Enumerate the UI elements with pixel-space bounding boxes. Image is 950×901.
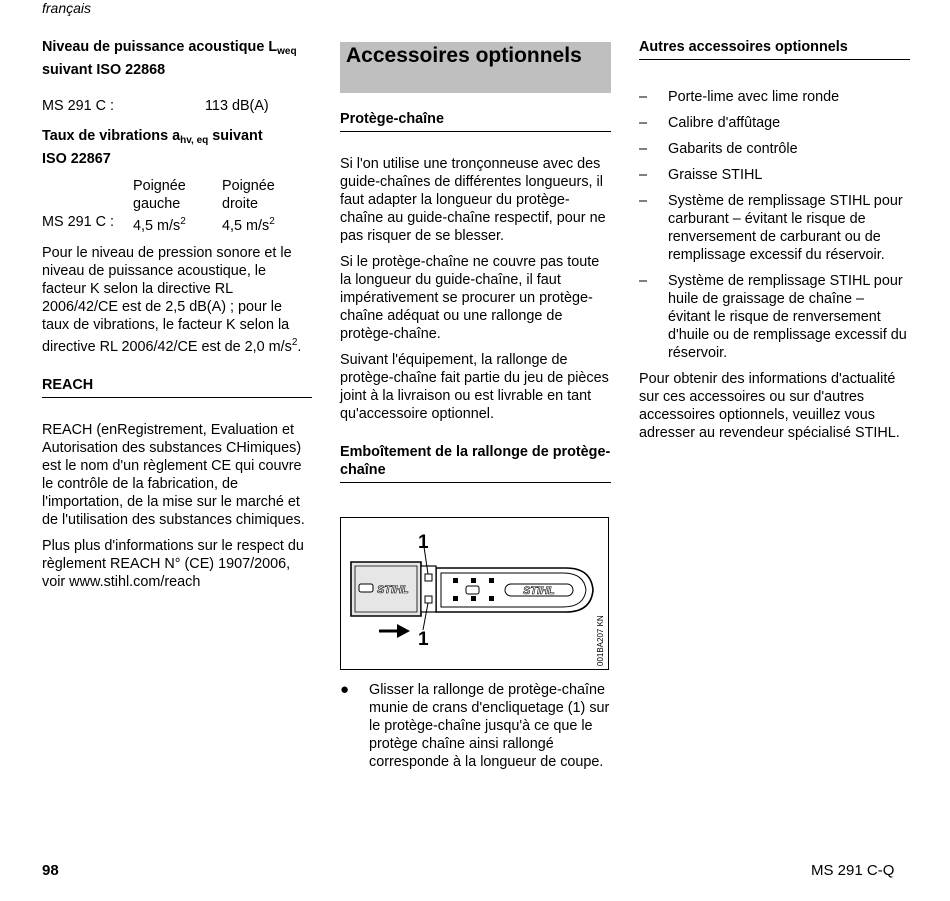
brand-logo-right: STIHL [523,585,555,597]
other-accessories-heading: Autres accessoires optionnels [639,38,910,60]
list-item: – Calibre d'affûtage [639,115,781,131]
callout-label-top: 1 [418,532,429,553]
chain-guard-paragraph-2: Si le protège-chaîne ne couvre pas toute la longueur du guide-chaîne, il faut impérativement se procurer un protège-chaîne adéquat ou une rallonge de protège-chaîne. [340,254,600,342]
list-item: – Graisse STIHL [639,167,763,183]
sound-power-heading: Niveau de puissance acoustique $L_{weq}$ suivant ISO 22868 [42,39,297,78]
list-item: – Gabarits de contrôle [639,141,798,157]
figure-code: 001BA207 KN [596,615,605,666]
reach-heading: REACH [42,376,312,398]
list-item: – Système de remplissage STIHL pour carburant – évitant le risque de renversement de carburant ou de remplissage excessif du réservoir. [639,193,903,263]
chain-guard-paragraph-3: Suivant l'équipement, la rallonge de protège-chaîne fait partie du jeu de pièces joint à la livraison ou est livrable en tant qu'accessoire optionnel. [340,352,609,422]
direction-arrow [397,624,410,638]
language-label: français [42,0,92,16]
column-left [42,38,312,591]
vibration-heading: Taux de vibrations $a_{hv, eq}$ suivant ISO 22867 [42,128,263,167]
column-middle [340,42,611,771]
reach-paragraph-1: REACH (enRegistrement, Evaluation et Autorisation des substances CHimiques) est le nom d'un règlement CE qui couvre le contrôle de la fabrication, de l'importation, de la mise sur le marché et de l'utilisation des substances chimiques. [42,422,305,528]
page-number: 98 [42,862,59,879]
callout-label-bottom: 1 [418,629,429,650]
chain-guard-heading: Protège-chaîne [340,110,611,132]
accessories-list [639,88,910,362]
section-banner: Accessoires optionnels [340,42,611,93]
list-item: – Porte-lime avec lime ronde [639,89,840,105]
bullet-dot-icon: ● [340,681,350,698]
sound-power-row: MS 291 C : 113 dB(A) [42,98,269,114]
list-item: – Système de remplissage STIHL pour huile de graissage de chaîne – évitant le risque de renversement d'huile ou de remplissage excessif du réservoir. [639,273,907,361]
k-factor-text: Pour le niveau de pression sonore et le niveau de puissance acoustique, le facteur K selon la directive RL 2006/42/CE est de 2,5 dB(A) ; pour le taux de vibrations, le facteur K selon la directive RL 2006/42/CE est de 2,0 $m/s^2$. [42,245,302,355]
fit-extension-heading: Emboîtement de la rallonge de protège-chaîne [340,443,611,483]
model-name: MS 291 C-Q [811,862,895,879]
column-right [639,38,910,442]
vibration-values-row: MS 291 C : 4,5 $m/s^2$ 4,5 $m/s^2$ [42,214,275,234]
reach-paragraph-2: Plus plus d'informations sur le respect du règlement REACH N° (CE) 1907/2006, voir www.stihl.com/reach [42,538,304,590]
chain-guard-paragraph-1: Si l'on utilise une tronçonneuse avec des guide-chaînes de différentes longueurs, il faut adapter la longueur du protège-chaîne au guide-chaîne respectif, pour ne pas risquer de se blesser. [340,156,606,244]
chain-guard-illustration [341,518,607,668]
vibration-header-row: Poignée gauche Poignée droite [133,178,275,212]
chain-guard-figure [340,517,609,670]
closing-paragraph: Pour obtenir des informations d'actualité sur ces accessoires ou sur d'autres accessoires optionnels, veuillez vous adresser au revendeur spécialisé STIHL. [639,371,900,441]
instruction-bullet: ● Glisser la rallonge de protège-chaîne munie de crans d'encliquetage (1) sur le protège-chaîne jusqu'à ce que le protège chaîne ainsi rallongé corresponde à la longueur de coupe. [340,681,610,770]
brand-logo-left: STIHL [377,584,409,596]
